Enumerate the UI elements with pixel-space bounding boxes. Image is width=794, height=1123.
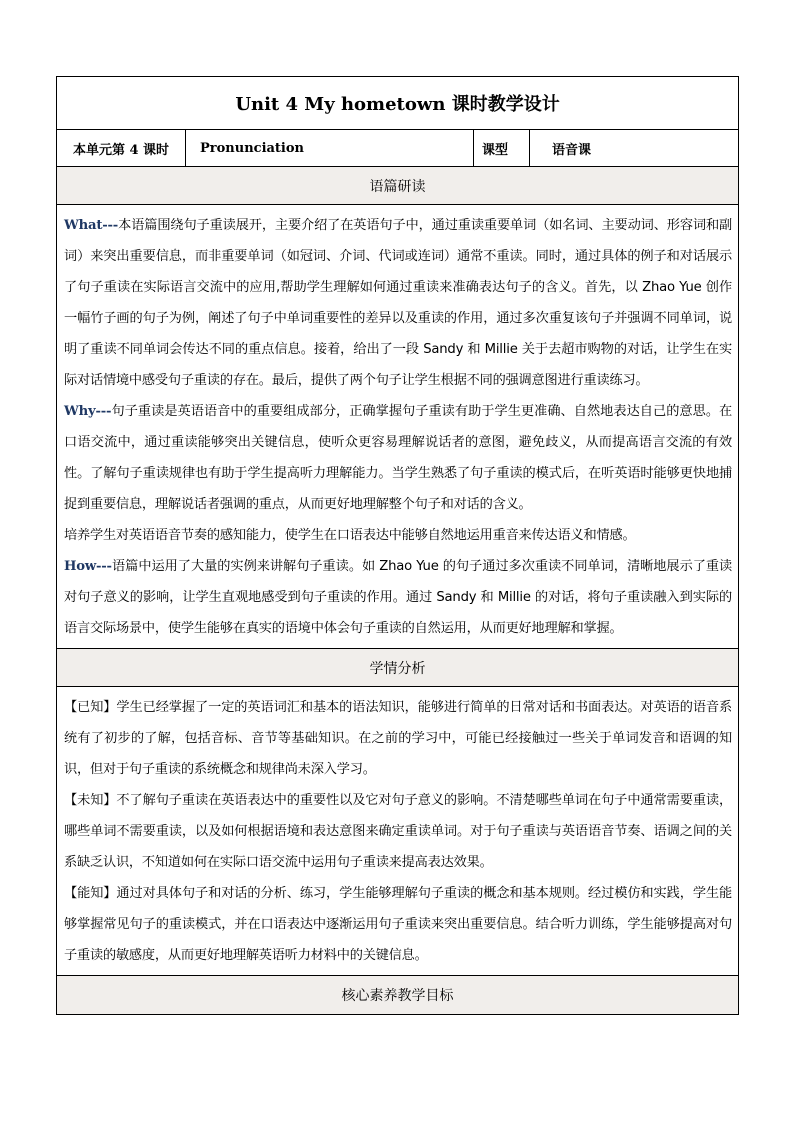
- meta-row: [57, 130, 739, 167]
- section-heading-text-study: 语篇研读: [57, 167, 739, 205]
- learner-analysis-content: [57, 687, 739, 976]
- able-text: 通过对具体句子和对话的分析、练习，学生能够理解句子重读的概念和基本规则。经过模仿和实践，学生能够掌握常见句子的重读模式，并在口语表达中逐渐运用句子重读来突出重要信息。结合听力训练，学生能够提高对句子重读的敏感度，从而更好地理解英语听力材料中的关键信息。: [64, 886, 733, 963]
- unknown-label: 【未知】: [64, 793, 117, 808]
- what-label: What---: [64, 218, 119, 233]
- why-label: Why---: [64, 404, 112, 419]
- why-paragraph-2: 培养学生对英语语音节奏的感知能力，使学生在口语表达中能够自然地运用重音来传达语义和情感。: [64, 528, 636, 543]
- what-paragraph: [64, 210, 732, 396]
- how-text: 语篇中运用了大量的实例来讲解句子重读。如 Zhao Yue 的句子通过多次重读不同单词，清晰地展示了重读对句子意义的影响，让学生直观地感受到句子重读的作用。通过 Sandy 和 Millie 的对话，将句子重读融入到实际的语言交际场景中，使学生能够在真实的语境中体会句子重读的自然运用，从而更好地理解和掌握。: [64, 559, 733, 636]
- known-label: 【已知】: [64, 700, 117, 715]
- section-heading-goals: 核心素养教学目标: [57, 976, 739, 1015]
- lesson-plan-page: [56, 76, 738, 1048]
- why-paragraph: [64, 396, 732, 520]
- what-text: 本语篇围绕句子重读展开，主要介绍了在英语句子中，通过重读重要单词（如名词、主要动词、形容词和副词）来突出重要信息，而非重要单词（如冠词、介词、代词或连词）通常不重读。同时，通过具体的例子和对话展示了句子重读在实际语言交流中的应用,帮助学生理解如何通过重读来准确表达句子的含义。首先，以 Zhao Yue 创作一幅竹子画的句子为例，阐述了句子中单词重要性的差异以及重读的作用，通过多次重复该句子并强调不同单词，说明了重读不同单词会传达不同的重点信息。接着，给出了一段 Sandy 和 Millie 关于去超市购物的对话，让学生在实际对话情境中感受句子重读的存在。最后，提供了两个句子让学生根据不同的强调意图进行重读练习。: [64, 218, 733, 388]
- text-study-content: [57, 205, 739, 649]
- able-label: 【能知】: [64, 886, 117, 901]
- document-title: Unit 4 My hometown 课时教学设计: [57, 77, 739, 130]
- how-paragraph: [64, 551, 732, 644]
- known-text: 学生已经掌握了一定的英语词汇和基本的语法知识，能够进行简单的日常对话和书面表达。对英语的语音系统有了初步的了解，包括音标、音节等基础知识。在之前的学习中，可能已经接触过一些关于单词发音和语调的知识，但对于句子重读的系统概念和规律尚未深入学习。: [64, 700, 733, 777]
- unknown-paragraph: [64, 785, 732, 878]
- known-paragraph: [64, 692, 732, 785]
- section-heading-learner-analysis: 学情分析: [57, 649, 739, 687]
- lesson-number: 本单元第 4 课时: [57, 130, 186, 167]
- lesson-plan-table: [56, 76, 739, 1015]
- lesson-type-value: 语音课: [530, 130, 739, 167]
- able-paragraph: [64, 878, 732, 971]
- lesson-type-label: 课型: [474, 130, 530, 167]
- how-label: How---: [64, 559, 112, 574]
- why-text: 句子重读是英语语音中的重要组成部分，正确掌握句子重读有助于学生更准确、自然地表达自己的意思。在口语交流中，通过重读能够突出关键信息，使听众更容易理解说话者的意图，避免歧义，从而提高语言交流的有效性。了解句子重读规律也有助于学生提高听力理解能力。当学生熟悉了句子重读的模式后，在听英语时能够更快地捕捉到重要信息，理解说话者强调的重点，从而更好地理解整个句子和对话的含义。: [64, 404, 733, 512]
- lesson-topic: Pronunciation: [186, 130, 474, 167]
- unknown-text: 不了解句子重读在英语表达中的重要性以及它对句子意义的影响。不清楚哪些单词在句子中通常需要重读，哪些单词不需要重读，以及如何根据语境和表达意图来确定重读单词。对于句子重读与英语语音节奏、语调之间的关系缺乏认识，不知道如何在实际口语交流中运用句子重读来提高表达效果。: [64, 793, 733, 870]
